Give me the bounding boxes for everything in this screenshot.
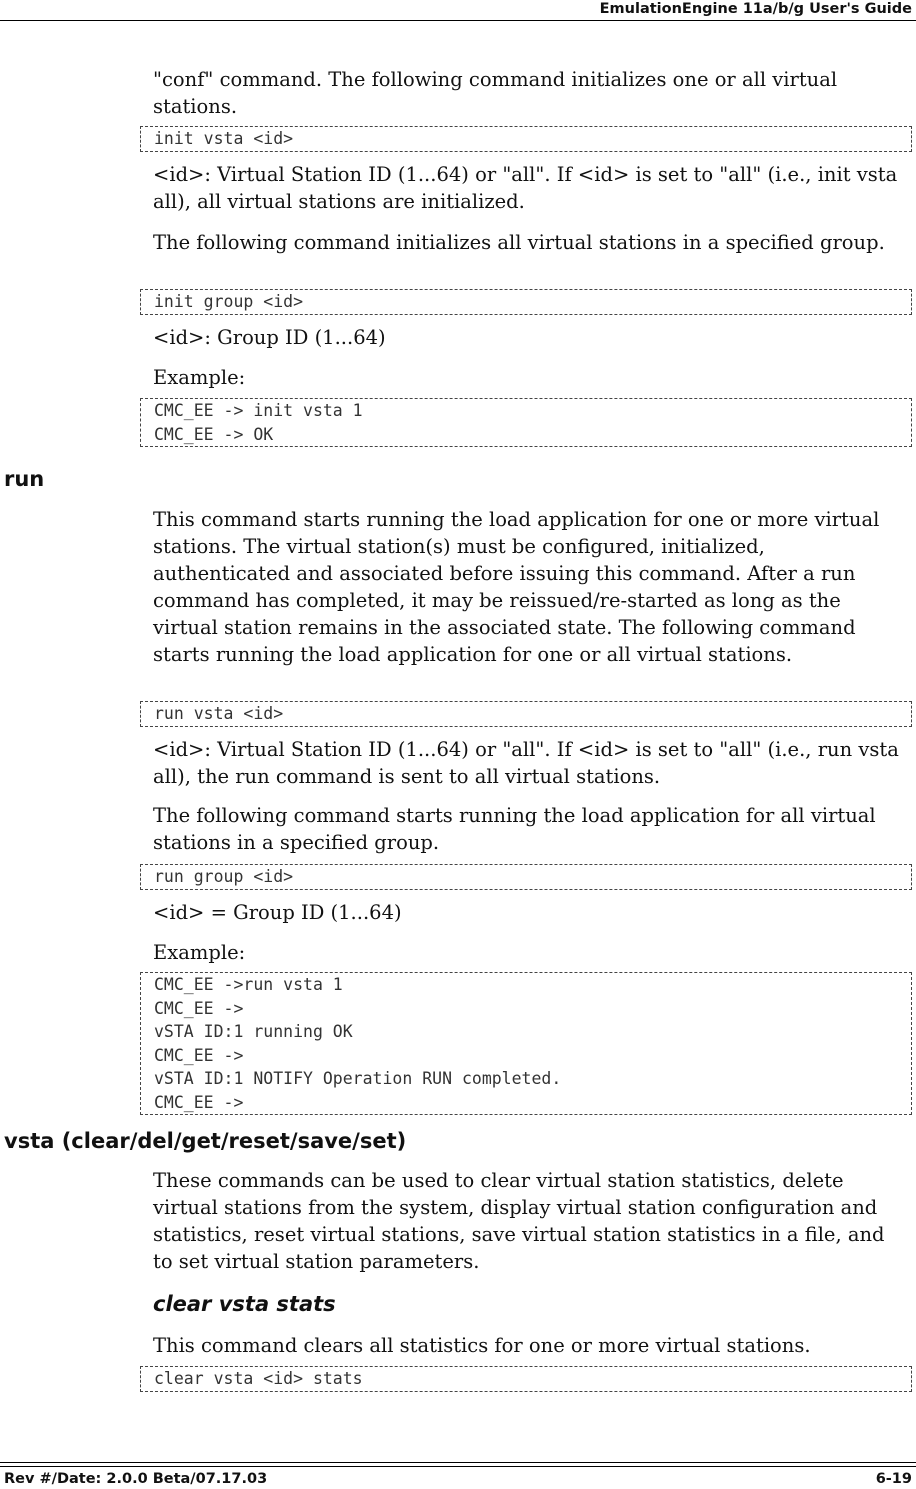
code-block-run-vsta: run vsta <id> — [140, 701, 912, 727]
footer-page-number: 6-19 — [875, 1471, 912, 1487]
page-header-title: EmulationEngine 11a/b/g User's Guide — [599, 1, 912, 17]
footer-revision: Rev #/Date: 2.0.0 Beta/07.17.03 — [4, 1471, 268, 1487]
paragraph-run-group: The following command starts running the load application for all virtual stations in a specified group. — [153, 804, 876, 854]
code-block-init-vsta: init vsta <id> — [140, 126, 912, 152]
paragraph-run-group-id: <id> = Group ID (1...64) — [153, 901, 402, 924]
paragraph-init-vsta-id: <id>: Virtual Station ID (1...64) or "all". If <id> is set to "all" (i.e., init vsta all), all virtual stations are initialized. — [153, 163, 898, 213]
paragraph-example-1: Example: — [153, 366, 246, 389]
heading-vsta: vsta (clear/del/get/reset/save/set) — [4, 1129, 407, 1153]
heading-run: run — [4, 467, 45, 491]
code-block-example-init: CMC_EE -> init vsta 1 CMC_EE -> OK — [140, 398, 912, 447]
paragraph-init-group: The following command initializes all virtual stations in a specified group. — [153, 231, 885, 254]
paragraph-example-2: Example: — [153, 941, 246, 964]
code-block-run-group: run group <id> — [140, 864, 912, 890]
heading-clear-vsta-stats: clear vsta stats — [153, 1292, 336, 1316]
paragraph-clear-vsta: This command clears all statistics for one or more virtual stations. — [153, 1334, 811, 1357]
paragraph-vsta-description: These commands can be used to clear virtual station statistics, delete virtual stations from the system, display virtual station configuration and statistics, reset virtual stations, save virtual station statistics in a file, and to set virtual station parameters. — [153, 1169, 885, 1273]
paragraph-run-description: This command starts running the load application for one or more virtual stations. The virtual station(s) must be configured, initialized, authenticated and associated before issuing this command. After a run command has completed, it may be reissued/re-started as long as the virtual station remains in the associated state. The following command starts running the load application for one or all virtual stations. — [153, 508, 880, 666]
code-block-init-group: init group <id> — [140, 289, 912, 315]
paragraph-run-vsta-id: <id>: Virtual Station ID (1...64) or "all". If <id> is set to "all" (i.e., run vsta all), the run command is sent to all virtual stations. — [153, 738, 899, 788]
code-block-clear-vsta: clear vsta <id> stats — [140, 1366, 912, 1392]
header-rule — [0, 20, 916, 21]
footer-rule-bottom — [0, 1466, 916, 1467]
footer-rule-top — [0, 1462, 916, 1463]
paragraph-conf: "conf" command. The following command initializes one or all virtual stations. — [153, 68, 838, 118]
code-block-example-run: CMC_EE ->run vsta 1 CMC_EE -> vSTA ID:1 running OK CMC_EE -> vSTA ID:1 NOTIFY Operation RUN completed. CMC_EE -> — [140, 972, 912, 1115]
paragraph-group-id: <id>: Group ID (1...64) — [153, 326, 386, 349]
